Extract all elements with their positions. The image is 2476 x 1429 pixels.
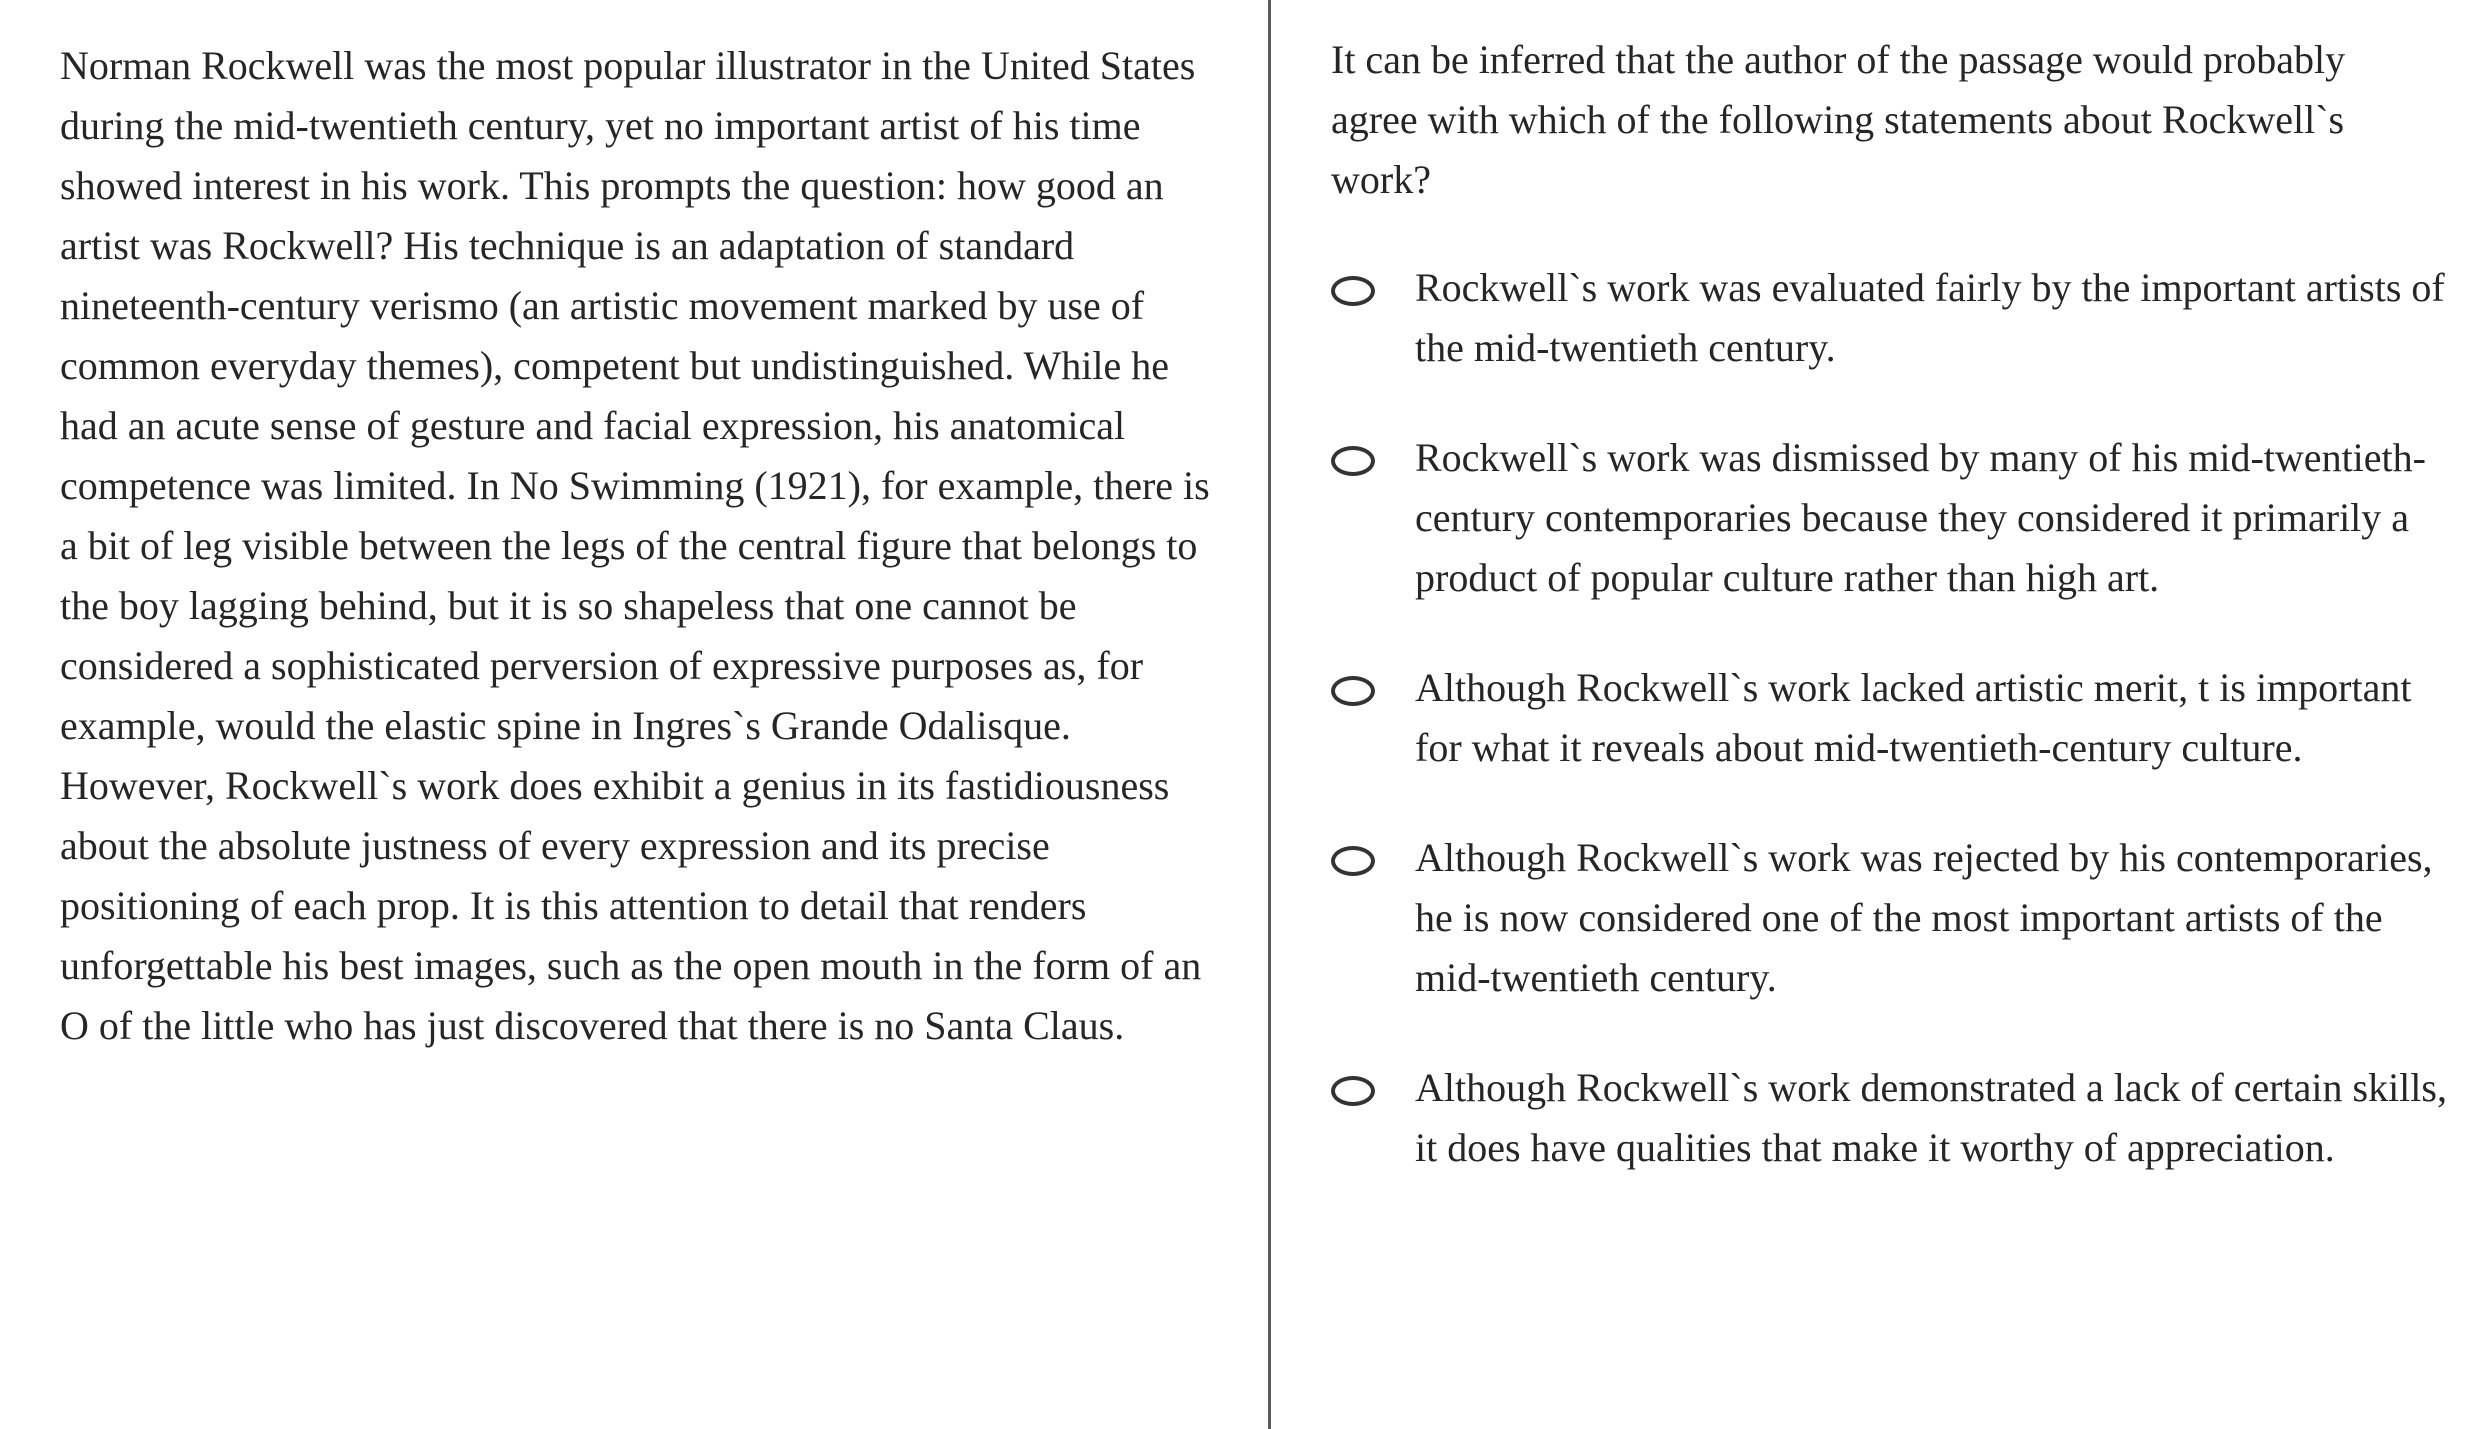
answer-choice-label[interactable]: Although Rockwell`s work lacked artistic merit, t is important for what it reveals about mid-twentieth-century culture.	[1415, 665, 2412, 770]
answer-choice-label[interactable]: Although Rockwell`s work was rejected by his contemporaries, he is now considered one of the most important artists of the mid-twentieth century.	[1415, 835, 2433, 1000]
radio-button-icon[interactable]	[1331, 1076, 1375, 1106]
answer-choice-label[interactable]: Rockwell`s work was evaluated fairly by the important artists of the mid-twentieth century.	[1415, 265, 2445, 370]
passage-text: Norman Rockwell was the most popular illustrator in the United States during the mid-twentieth century, yet no important artist of his time showed interest in his work. This prompts the question: how good an artist was Rockwell? His technique is an adaptation of standard nineteenth-century verismo (an artistic movement marked by use of common everyday themes), competent but undistinguished. While he had an acute sense of gesture and facial expression, his anatomical competence was limited. In No Swimming (1921), for example, there is a bit of leg visible between the legs of the central figure that belongs to the boy lagging behind, but it is so shapeless that one cannot be considered a sophisticated perversion of expressive purposes as, for example, would the elastic spine in Ingres`s Grande Odalisque. However, Rockwell`s work does exhibit a genius in its fastidiousness about the absolute justness of every expression and its precise positioning of each prop. It is this attention to detail that renders unforgettable his best images, such as the open mouth in the form of an O of the little who has just discovered that there is no Santa Claus.	[60, 43, 1210, 1048]
answer-choice-4[interactable]	[1331, 828, 2451, 1008]
answer-choice-label[interactable]: Rockwell`s work was dismissed by many of his mid-twentieth-century contemporaries because they considered it primarily a product of popular culture rather than high art.	[1415, 435, 2426, 600]
answer-choices	[1331, 258, 2451, 1228]
question-pane	[1271, 0, 2476, 1429]
answer-choice-1[interactable]	[1331, 258, 2451, 378]
answer-choice-2[interactable]	[1331, 428, 2451, 608]
radio-button-icon[interactable]	[1331, 446, 1375, 476]
radio-button-icon[interactable]	[1331, 276, 1375, 306]
question-prompt: It can be inferred that the author of the passage would probably agree with which of the following statements about Rockwell`s work?	[1331, 37, 2346, 202]
radio-button-icon[interactable]	[1331, 846, 1375, 876]
radio-button-icon[interactable]	[1331, 676, 1375, 706]
answer-choice-5[interactable]	[1331, 1058, 2451, 1178]
answer-choice-label[interactable]: Although Rockwell`s work demonstrated a lack of certain skills, it does have qualities that make it worthy of appreciation.	[1415, 1065, 2447, 1170]
answer-choice-3[interactable]	[1331, 658, 2451, 778]
